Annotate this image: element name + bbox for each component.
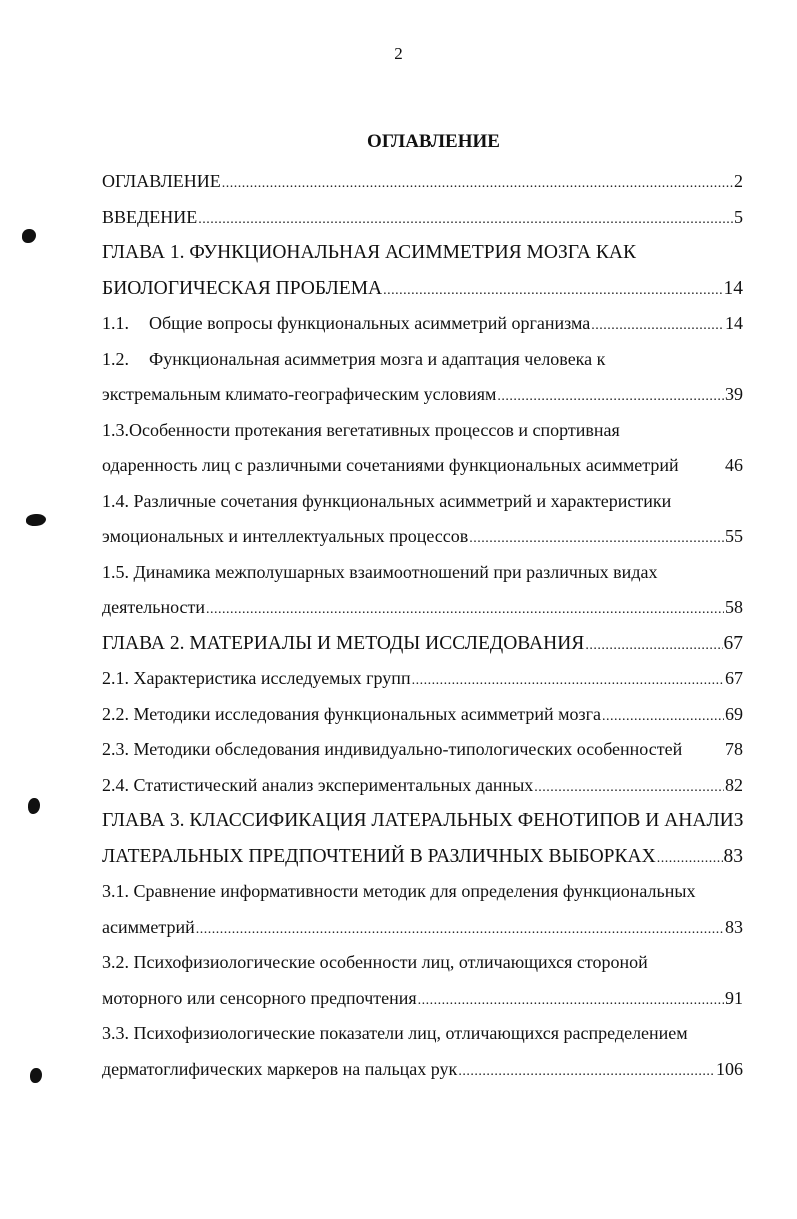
toc-entry <box>102 732 743 768</box>
toc-page-number: 46 <box>725 455 743 475</box>
toc-page-number: 2 <box>734 171 743 191</box>
toc-page-number: 14 <box>725 313 743 333</box>
toc-entry-text <box>102 1016 688 1052</box>
toc-entry-text <box>102 768 533 804</box>
toc-entry-title: ГЛАВА 1. ФУНКЦИОНАЛЬНАЯ АСИММЕТРИЯ МОЗГА КАК <box>102 242 636 263</box>
toc-entry-title: Общие вопросы функциональных асимметрий организма <box>149 313 591 333</box>
toc-page-number: 55 <box>725 526 743 546</box>
toc-entry-text <box>102 377 496 413</box>
toc-entry <box>102 271 743 307</box>
toc-leader <box>534 770 724 806</box>
toc-entry-title: БИОЛОГИЧЕСКАЯ ПРОБЛЕМА <box>102 277 383 299</box>
toc-entry-text <box>102 981 417 1017</box>
toc-entry-text <box>102 413 620 449</box>
toc-page-number: 83 <box>723 845 743 867</box>
toc-page-number: 78 <box>725 739 743 759</box>
toc-leader <box>497 379 724 415</box>
toc-entry-title: одаренность лиц с различными сочетаниями функциональных асимметрий <box>102 455 679 475</box>
toc-entry-text <box>102 555 657 591</box>
toc-entry-text <box>102 200 197 236</box>
toc-entry <box>102 519 743 555</box>
toc-page-number: 67 <box>723 632 743 654</box>
toc-leader <box>591 308 724 344</box>
toc-page-number: 82 <box>725 774 743 795</box>
toc-leader <box>657 841 723 877</box>
toc-entry <box>102 235 743 271</box>
toc-entry <box>102 1016 743 1052</box>
toc-entry <box>102 590 743 626</box>
toc-entry-text <box>102 448 679 484</box>
toc-entry <box>102 768 743 804</box>
toc-entry-title: 1.3.Особенности протекания вегетативных процессов и спортивная <box>102 419 620 440</box>
toc-entry-title: 3.3. Психофизиологические показатели лиц, отличающихся распределением <box>102 1023 688 1043</box>
toc-leader <box>383 273 722 309</box>
toc-entry-title: ГЛАВА 2. МАТЕРИАЛЫ И МЕТОДЫ ИССЛЕДОВАНИЯ <box>102 632 585 654</box>
toc-entry-text <box>102 910 195 946</box>
toc-entry-title: 2.4. Статистический анализ экспериментальных данных <box>102 774 534 795</box>
toc-entry-title: ВВЕДЕНИЕ <box>102 206 198 227</box>
toc-page-number: 106 <box>716 1058 743 1079</box>
toc-leader <box>412 663 724 699</box>
toc-entry <box>102 377 743 413</box>
toc-entry-text <box>102 803 744 839</box>
toc-entry-title: 1.4. Различные сочетания функциональных асимметрий и характеристики <box>102 490 672 511</box>
toc-entry-text <box>102 697 601 733</box>
toc-entry-title: 2.1. Характеристика исследуемых групп <box>102 668 411 688</box>
toc-entry-title: деятельности <box>102 597 206 617</box>
toc-entry-text <box>102 945 648 981</box>
toc-entry-title: ОГЛАВЛЕНИЕ <box>102 171 221 191</box>
toc-leader <box>458 1054 715 1090</box>
scan-mark-icon <box>26 514 46 526</box>
toc-entry <box>102 342 743 378</box>
scan-mark-icon <box>22 229 36 243</box>
toc-entry <box>102 910 743 946</box>
toc-entry <box>102 306 743 342</box>
toc-leader <box>206 592 724 628</box>
toc-entry <box>102 839 743 875</box>
toc-entry <box>102 803 743 839</box>
toc-entry-title: эмоциональных и интеллектуальных процессов <box>102 526 469 546</box>
toc-entry-title: 3.1. Сравнение информативности методик для определения функциональных <box>102 881 696 901</box>
toc-entry-title: асимметрий <box>102 916 195 937</box>
toc-entry <box>102 1052 743 1088</box>
toc-entry-text <box>102 271 382 307</box>
table-of-contents <box>102 164 743 1087</box>
toc-entry-text <box>102 164 221 200</box>
toc-entry-text <box>102 306 590 342</box>
toc-entry-text <box>102 342 605 378</box>
toc-entry <box>102 200 743 236</box>
toc-entry <box>102 555 743 591</box>
toc-page-number: 39 <box>725 384 743 404</box>
toc-page-number: 5 <box>734 206 743 227</box>
toc-entry <box>102 697 743 733</box>
toc-leader <box>196 912 724 948</box>
toc-entry <box>102 413 743 449</box>
toc-entry-title: 2.3. Методики обследования индивидуально-типологических особенностей <box>102 739 683 759</box>
toc-entry-title: моторного или сенсорного предпочтения <box>102 987 417 1008</box>
toc-entry-text <box>102 590 205 626</box>
toc-entry-title: экстремальным климато-географическим условиям <box>102 384 497 404</box>
toc-entry-text <box>102 839 656 875</box>
toc-entry <box>102 945 743 981</box>
toc-entry-number: 1.1. <box>102 313 129 333</box>
toc-entry-text <box>102 1052 457 1088</box>
toc-entry-text <box>102 732 682 768</box>
toc-entry-title: 3.2. Психофизиологические особенности лиц, отличающихся стороной <box>102 952 648 972</box>
toc-entry-text <box>102 874 695 910</box>
toc-entry-number: 1.2. <box>102 348 129 369</box>
page-number: 2 <box>394 44 403 63</box>
toc-entry-text <box>102 235 636 271</box>
toc-entry-title: дерматоглифических маркеров на пальцах рук <box>102 1058 458 1079</box>
toc-entry-text <box>102 661 411 697</box>
toc-page-number: 69 <box>725 703 743 724</box>
toc-page-number: 58 <box>725 597 743 617</box>
toc-entry <box>102 874 743 910</box>
toc-page-number: 67 <box>725 668 743 688</box>
toc-leader <box>222 166 733 202</box>
toc-entry-text <box>102 519 468 555</box>
toc-entry-title: 2.2. Методики исследования функциональных асимметрий мозга <box>102 703 601 724</box>
toc-entry-title: 1.5. Динамика межполушарных взаимоотношений при различных видах <box>102 561 658 582</box>
toc-entry <box>102 484 743 520</box>
toc-title: ОГЛАВЛЕНИЕ <box>367 131 500 152</box>
toc-entry-title: ГЛАВА 3. КЛАССИФИКАЦИЯ ЛАТЕРАЛЬНЫХ ФЕНОТИПОВ И АНАЛИЗ <box>102 810 744 831</box>
toc-entry-text <box>102 484 671 520</box>
scan-mark-icon <box>30 1068 42 1083</box>
toc-leader <box>198 202 733 238</box>
toc-leader <box>469 521 724 557</box>
toc-page-number: 14 <box>723 277 743 299</box>
toc-leader <box>418 983 724 1019</box>
toc-leader <box>585 628 722 664</box>
toc-page-number: 91 <box>725 987 743 1008</box>
toc-page-number: 83 <box>725 916 743 937</box>
scan-mark-icon <box>28 798 40 814</box>
toc-entry <box>102 164 743 200</box>
toc-entry <box>102 981 743 1017</box>
toc-entry-title: ЛАТЕРАЛЬНЫХ ПРЕДПОЧТЕНИЙ В РАЗЛИЧНЫХ ВЫБОРКАХ <box>102 845 656 867</box>
toc-entry-text <box>102 626 584 662</box>
toc-entry <box>102 626 743 662</box>
toc-leader <box>602 699 724 735</box>
toc-entry-title: Функциональная асимметрия мозга и адаптация человека к <box>149 348 606 369</box>
toc-entry <box>102 661 743 697</box>
toc-entry <box>102 448 743 484</box>
